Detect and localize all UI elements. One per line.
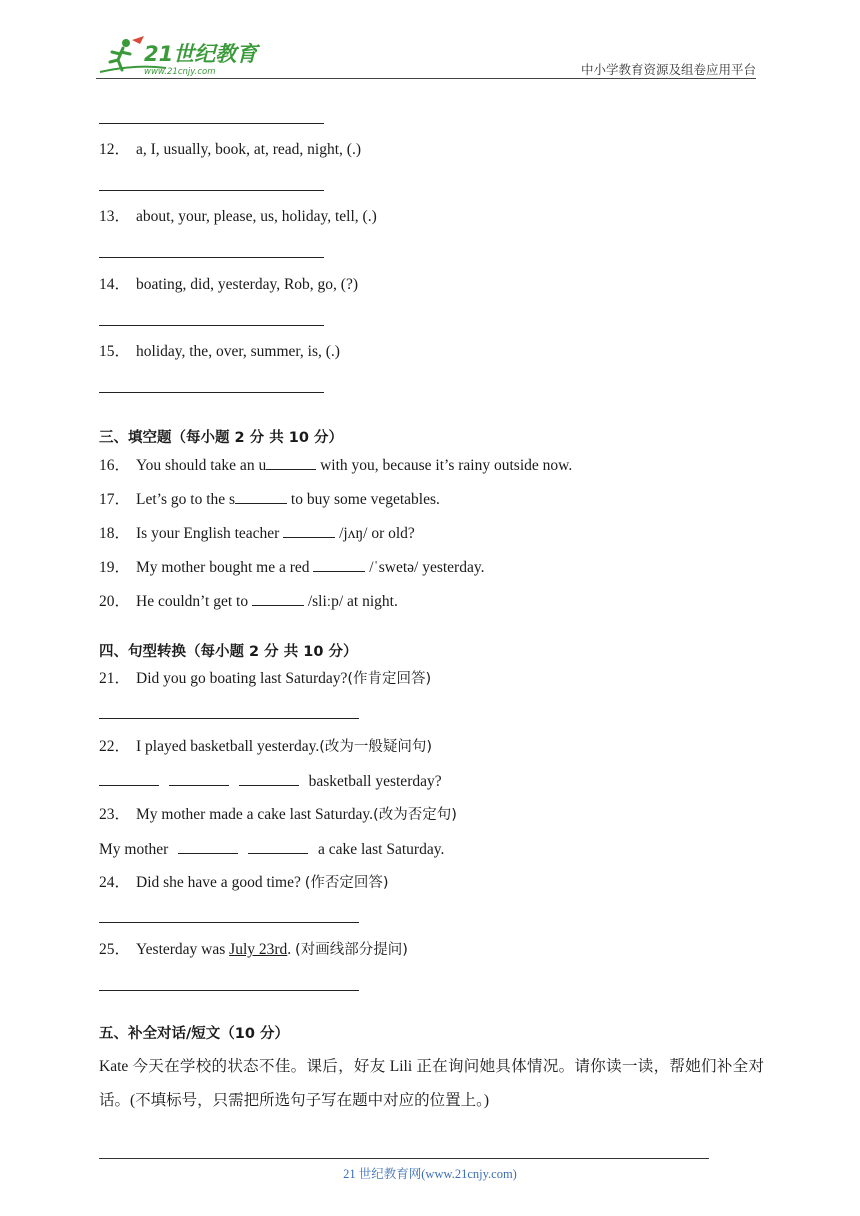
question-21: 21． Did you go boating last Saturday?(作肯定回答) (99, 670, 432, 687)
blank-field[interactable] (239, 771, 299, 786)
answer-line[interactable] (99, 123, 324, 124)
blank-field[interactable] (235, 489, 287, 504)
footer-link[interactable]: 21 世纪教育网(www.21cnjy.com) (343, 1167, 517, 1181)
question-15: 15． holiday, the, over, summer, is, (.) (99, 343, 340, 360)
question-16: 16． You should take an u with you, because it’s rainy outside now. (99, 457, 573, 474)
blank-field[interactable] (266, 455, 316, 470)
answer-line[interactable] (99, 990, 359, 991)
question-24: 24． Did she have a good time? (作否定回答) (99, 874, 389, 891)
answer-line[interactable] (99, 718, 359, 719)
question-25: 25． Yesterday was July 23rd. (对画线部分提问) (99, 941, 408, 958)
question-13: 13． about, your, please, us, holiday, tell, (.) (99, 208, 377, 225)
answer-line[interactable] (99, 190, 324, 191)
blank-field[interactable] (178, 839, 238, 854)
footer-divider (99, 1158, 709, 1159)
question-12: 12． a, I, usually, book, at, read, night, (.) (99, 141, 361, 158)
answer-line[interactable] (99, 257, 324, 258)
question-17: 17． Let’s go to the s to buy some vegetables. (99, 491, 440, 508)
blank-field[interactable] (283, 523, 335, 538)
section-instructions: Kate 今天在学校的状态不佳。课后，好友 Lili 正在询问她具体情况。请你读一读，帮她们补全对话。(不填标号，只需把所选句子写在题中对应的位置上。) (99, 1058, 764, 1109)
question-14: 14． boating, did, yesterday, Rob, go, (?) (99, 276, 358, 293)
question-18: 18． Is your English teacher /jʌŋ/ or old? (99, 525, 415, 542)
blank-field[interactable] (248, 839, 308, 854)
blank-field[interactable] (252, 591, 304, 606)
svg-text:www.21cnjy.com: www.21cnjy.com (144, 67, 216, 77)
answer-line[interactable] (99, 922, 359, 923)
header-divider (96, 78, 756, 79)
question-19: 19． My mother bought me a red /ˈswetə/ yesterday. (99, 559, 485, 576)
question-23: 23． My mother made a cake last Saturday.(改为否定句) (99, 806, 457, 823)
question-22: 22． I played basketball yesterday.(改为一般疑问句) (99, 738, 433, 755)
question-20: 20． He couldn’t get to /sliːp/ at night. (99, 593, 398, 610)
underlined-phrase: July 23rd (229, 941, 288, 958)
question-22-answer: basketball yesterday? (99, 771, 442, 792)
site-logo (96, 34, 266, 78)
section-heading-complete-dialogue: 五、补全对话/短文（10 分） (99, 1026, 290, 1042)
answer-line[interactable] (99, 325, 324, 326)
section-heading-fill-blank: 三、填空题（每小题 2 分 共 10 分） (99, 430, 344, 446)
blank-field[interactable] (169, 771, 229, 786)
svg-text:21世纪教育: 21世纪教育 (144, 42, 258, 66)
section-heading-sentence-transform: 四、句型转换（每小题 2 分 共 10 分） (99, 644, 358, 660)
platform-name: 中小学教育资源及组卷应用平台 (580, 63, 756, 77)
blank-field[interactable] (313, 557, 365, 572)
blank-field[interactable] (99, 771, 159, 786)
question-23-answer: My mother a cake last Saturday. (99, 841, 445, 858)
answer-line[interactable] (99, 392, 324, 393)
